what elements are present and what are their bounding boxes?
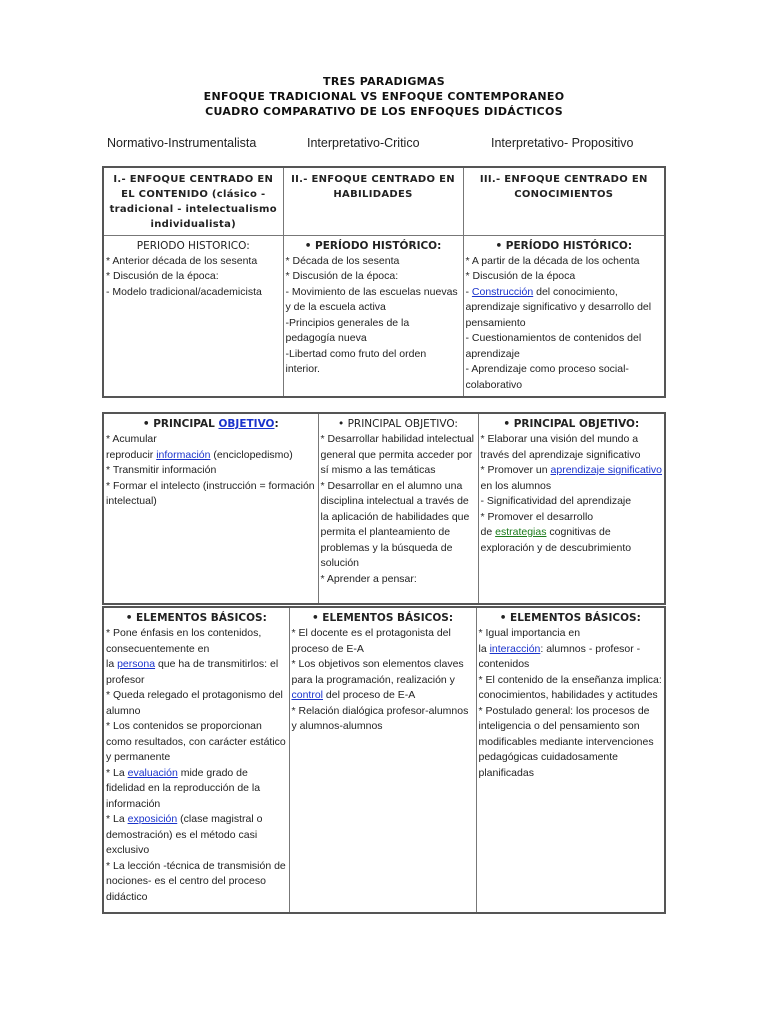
text-line: * A partir de la década de los ochenta [465, 254, 640, 267]
text-line: * La lección -técnica de transmisión de nociones- es el centro del proceso didáctico [106, 859, 286, 903]
text-line: -Principios generales de la pedagogía nueva [285, 316, 410, 344]
text-line: - Movimiento de las escuelas nuevas y de la escuela activa [285, 285, 458, 313]
periodo-col2 [283, 235, 463, 397]
paradigm-3: Interpretativo- Propositivo [491, 136, 634, 150]
link-objetivo[interactable]: OBJETIVO [218, 418, 275, 430]
text-line: * Pone énfasis en los contenidos, consecuentemente en [106, 627, 262, 655]
elementos-heading-2: • ELEMENTOS BÁSICOS: [311, 612, 454, 624]
text-line: * Postulado general: los procesos de inteligencia o del pensamiento son modificables mediante intervenciones pedagógicas cuidadosamente planificadas [478, 704, 654, 779]
periodo-heading-3: • PERÍODO HISTÓRICO: [495, 239, 633, 252]
link-interaccion[interactable]: interacción [489, 642, 541, 655]
objetivo-heading-1 [106, 416, 316, 432]
text-line [106, 448, 316, 464]
text-segment: en los alumnos [480, 479, 552, 492]
text-line [106, 812, 287, 859]
text-segment: la [478, 642, 490, 655]
text-segment: * La [106, 813, 128, 825]
table-objetivo [102, 412, 666, 605]
text-line [481, 525, 663, 556]
text-line: * Formar el intelecto (instrucción = formación intelectual) [106, 479, 315, 507]
text-line: * Discusión de la época: [285, 270, 399, 282]
text-line [106, 657, 287, 688]
text-segment: cognitivas de exploración y de descubrimiento [480, 526, 632, 554]
objetivo-col2 [318, 413, 478, 604]
text-line: - Aprendizaje como proceso social-colaborativo [465, 363, 629, 391]
text-line [479, 642, 663, 673]
objetivo-col3 [478, 413, 665, 604]
elementos-col3 [476, 607, 665, 913]
link-control[interactable]: control [291, 689, 324, 701]
text-segment: * La [106, 766, 128, 779]
text-line: * Relación dialógica profesor-alumnos y alumnos-alumnos [291, 704, 469, 732]
link-persona[interactable]: persona [117, 658, 156, 670]
text-line: * Queda relegado el protagonismo del alumno [106, 689, 283, 717]
text-line [466, 285, 663, 332]
objetivo-heading-3: • PRINCIPAL OBJETIVO: [503, 418, 640, 430]
text-segment: reproducir [106, 448, 157, 461]
paradigm-labels [0, 136, 768, 154]
header-enfoque-contenido: I.- ENFOQUE CENTRADO EN EL CONTENIDO (clásico - tradicional - intelectualismo individualista) [103, 167, 283, 235]
text-line: * Elaborar una visión del mundo a través del aprendizaje significativo [480, 433, 641, 461]
text-segment: • PRINCIPAL [142, 418, 219, 430]
link-estrategias[interactable]: estrategias [495, 526, 547, 538]
text-line: * Discusión de la época [465, 270, 576, 282]
text-segment: - [465, 285, 472, 298]
text-line: * Desarrollar habilidad intelectual general que permita acceder por sí mismo a las temáticas [320, 433, 475, 476]
periodo-col3 [463, 235, 665, 397]
link-aprendizaje-significativo[interactable]: aprendizaje significativo [550, 464, 663, 476]
text-line: * Los contenidos se proporcionan como resultados, con carácter estático y permanente [106, 720, 286, 763]
periodo-heading-1: PERIODO HISTORICO: [136, 239, 250, 252]
table-periodo [102, 166, 666, 398]
document-title [0, 74, 768, 119]
objetivo-heading-2: • PRINCIPAL OBJETIVO: [338, 418, 458, 430]
link-informacion[interactable]: información [156, 448, 211, 461]
text-segment: : alumnos - profesor - contenidos [478, 642, 641, 670]
text-segment: (clase magistral o demostración) es el método casi exclusivo [106, 813, 263, 856]
periodo-heading-2: • PERÍODO HISTÓRICO: [304, 239, 442, 252]
text-segment: que ha de transmitirlos: el profesor [106, 658, 279, 686]
elementos-heading-1: • ELEMENTOS BÁSICOS: [125, 612, 267, 624]
title-line-3: CUADRO COMPARATIVO DE LOS ENFOQUES DIDÁCTICOS [205, 105, 563, 118]
text-line: * El docente es el protagonista del proceso de E-A [291, 627, 451, 655]
elementos-col1 [103, 607, 289, 913]
text-line: * Transmitir información [106, 464, 217, 476]
text-line: * Igual importancia en [478, 627, 581, 639]
text-line: * Década de los sesenta [285, 254, 400, 267]
header-enfoque-conocimientos: III.- ENFOQUE CENTRADO EN CONOCIMIENTOS [463, 167, 665, 235]
table-elementos [102, 606, 666, 914]
text-segment: de [480, 526, 496, 538]
text-segment: del conocimiento, aprendizaje significativo y desarrollo del pensamiento [465, 285, 652, 329]
text-segment: * Los objetivos son elementos claves para la programación, realización y [291, 658, 464, 686]
link-exposicion[interactable]: exposición [127, 813, 178, 825]
text-line: - Cuestionamientos de contenidos del aprendizaje [465, 332, 642, 360]
text-segment: * Promover un [480, 464, 551, 476]
text-line [481, 463, 663, 494]
text-line: * Anterior década de los sesenta [106, 254, 258, 267]
paradigm-2: Interpretativo-Critico [307, 136, 420, 150]
text-line: * Acumular [106, 433, 157, 445]
link-evaluacion[interactable]: evaluación [127, 766, 178, 779]
text-line [292, 657, 474, 704]
periodo-col1 [103, 235, 283, 397]
title-line-2: ENFOQUE TRADICIONAL VS ENFOQUE CONTEMPORANEO [203, 90, 565, 103]
text-line: * Discusión de la época: [106, 270, 219, 282]
text-segment: : [274, 418, 279, 430]
text-line: - Significatividad del aprendizaje [480, 495, 632, 507]
header-enfoque-habilidades: II.- ENFOQUE CENTRADO EN HABILIDADES [283, 167, 463, 235]
title-line-1: TRES PARADIGMAS [323, 75, 445, 88]
text-segment: (enciclopedismo) [210, 448, 293, 461]
text-line: * Promover el desarrollo [480, 510, 594, 523]
text-segment: del proceso de E-A [323, 689, 416, 701]
text-line: * El contenido de la enseñanza implica: conocimientos, habilidades y actitudes [478, 673, 662, 701]
text-segment: la [106, 658, 118, 670]
text-segment: mide grado de fidelidad en la reproducción de la información [106, 766, 261, 810]
link-construccion[interactable]: Construcción [471, 285, 534, 298]
elementos-col2 [289, 607, 476, 913]
text-line: -Libertad como fruto del orden interior. [285, 347, 427, 375]
text-line: * Desarrollar en el alumno una disciplina intelectual a través de la aplicación de habilidades que permita el planteamiento de problemas y la búsqueda de solución [320, 479, 470, 569]
objetivo-col1 [103, 413, 318, 604]
text-line [106, 766, 287, 813]
elementos-heading-3: • ELEMENTOS BÁSICOS: [499, 612, 641, 624]
text-line: - Modelo tradicional/academicista [106, 285, 262, 298]
text-line: * Aprender a pensar: [320, 572, 417, 585]
paradigm-1: Normativo-Instrumentalista [107, 136, 257, 150]
